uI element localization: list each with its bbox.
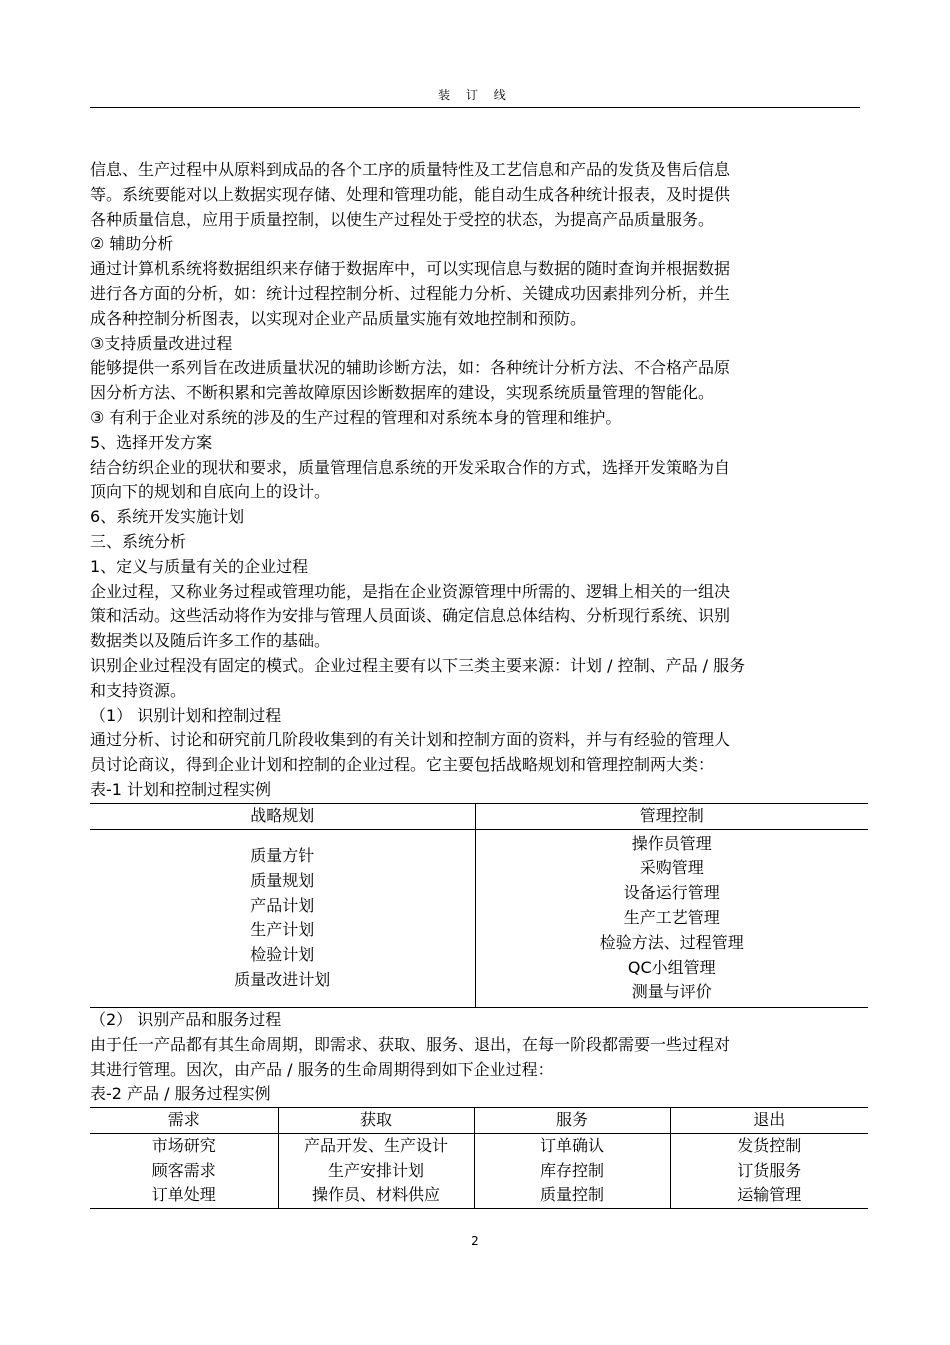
table1-management-item: 测量与评价 [631, 982, 712, 1002]
table-row [90, 1134, 868, 1159]
table1-management-item: 设备运行管理 [623, 883, 720, 903]
document-body [90, 158, 880, 1209]
paragraph2-line: 表-2 产品 / 服务过程实例 [90, 1084, 271, 1104]
paragraph-line: 通过分析、讨论和研究前几阶段收集到的有关计划和控制方面的资料，并与有经验的管理人 [90, 730, 731, 750]
paragraph-line: 等。系统要能对以上数据实现存储、处理和管理功能，能自动生成各种统计报表，及时提供 [90, 184, 731, 204]
paragraph-line: 三、系统分析 [90, 531, 187, 551]
table-product-service [90, 1107, 868, 1208]
paragraph-line: 信息、生产过程中从原料到成品的各个工序的质量特性及工艺信息和产品的发货及售后信息 [90, 160, 731, 179]
paragraph2-line: 由于任一产品都有其生命周期，即需求、获取、服务、退出，在每一阶段都需要一些过程对 [90, 1034, 731, 1054]
table1-management-item: 采购管理 [639, 858, 704, 878]
table2-header-cell: 需求 [90, 1108, 278, 1134]
table1-col-management [475, 829, 868, 1008]
paragraph-line: 数据类以及随后许多工作的基础。 [90, 631, 331, 651]
header-rule [90, 107, 860, 108]
table1-col-strategy [90, 829, 475, 1008]
table2-cell: 产品开发、生产设计 [278, 1134, 474, 1159]
table2-cell: 订货服务 [670, 1159, 868, 1184]
table1-strategy-item: 质量规划 [250, 870, 315, 890]
paragraph-group-1 [90, 158, 880, 803]
table-row [90, 1183, 868, 1208]
table1-strategy-item: 质量改进计划 [234, 969, 331, 989]
paragraph-line: 结合纺织企业的现状和要求，质量管理信息系统的开发采取合作的方式，选择开发策略为自 [90, 457, 731, 477]
table1-strategy-item: 检验计划 [250, 945, 315, 965]
table1-strategy-item: 生产计划 [250, 920, 315, 940]
paragraph-line: 策和活动。这些活动将作为安排与管理人员面谈、确定信息总体结构、分析现行系统、识别 [90, 606, 731, 626]
paragraph-line: 识别企业过程没有固定的模式。企业过程主要有以下三类主要来源：计划 / 控制、产品 / 服务 [90, 655, 746, 675]
table2-header-cell: 服务 [474, 1108, 670, 1134]
table-plan-control [90, 803, 868, 1008]
table2-cell: 运输管理 [670, 1183, 868, 1208]
paragraph-line: 顶向下的规划和自底向上的设计。 [90, 482, 331, 502]
paragraph-line: 因分析方法、不断积累和完善故障原因诊断数据库的建设，实现系统质量管理的智能化。 [90, 383, 715, 403]
table1-header-management: 管理控制 [475, 803, 868, 829]
paragraph-line: ② 辅助分析 [90, 234, 174, 254]
paragraph-line: 和支持资源。 [90, 680, 187, 700]
table1-management-item: QC小组管理 [627, 957, 716, 977]
table1-header-strategy: 战略规划 [90, 803, 475, 829]
paragraph-line: 1、定义与质量有关的企业过程 [90, 556, 309, 576]
page-number: 2 [471, 1234, 479, 1248]
paragraph-line: 进行各方面的分析，如：统计过程控制分析、过程能力分析、关键成功因素排列分析，并生 [90, 283, 731, 303]
paragraph-line: （1） 识别计划和控制过程 [90, 705, 282, 725]
table2-cell: 订单处理 [151, 1185, 216, 1205]
table2-cell: 库存控制 [474, 1159, 670, 1184]
paragraph-line: 员讨论商议，得到企业计划和控制的企业过程。它主要包括战略规划和管理控制两大类： [90, 755, 715, 775]
paragraph-line: ③支持质量改进过程 [90, 333, 233, 353]
paragraph-line: 6、系统开发实施计划 [90, 507, 245, 527]
paragraph-line: 表-1 计划和控制过程实例 [90, 779, 272, 799]
paragraph-line: 通过计算机系统将数据组织来存储于数据库中，可以实现信息与数据的随时查询并根据数据 [90, 259, 731, 279]
paragraph-line: ③ 有利于企业对系统的涉及的生产过程的管理和对系统本身的管理和维护。 [90, 407, 622, 427]
table2-cell: 发货控制 [670, 1134, 868, 1159]
paragraph2-line: 其进行管理。因次，由产品 / 服务的生命周期得到如下企业过程： [90, 1059, 554, 1079]
table1-strategy-item: 质量方针 [250, 845, 315, 865]
page-header: 装 订 线 [438, 88, 512, 102]
table2-cell: 市场研究 [151, 1136, 216, 1156]
table2-cell: 订单确认 [474, 1134, 670, 1159]
table2-cell: 顾客需求 [151, 1160, 216, 1180]
table2-header-cell: 获取 [278, 1108, 474, 1134]
paragraph2-line: （2） 识别产品和服务过程 [90, 1010, 282, 1030]
table2-header-cell: 退出 [670, 1108, 868, 1134]
table1-management-item: 生产工艺管理 [623, 907, 720, 927]
paragraph-line: 5、选择开发方案 [90, 432, 213, 452]
paragraph-group-2 [90, 1008, 880, 1107]
paragraph-line: 成各种控制分析图表，以实现对企业产品质量实施有效地控制和预防。 [90, 308, 587, 328]
paragraph-line: 能够提供一系列旨在改进质量状况的辅助诊断方法，如：各种统计分析方法、不合格产品原 [90, 358, 731, 378]
paragraph-line: 企业过程，又称业务过程或管理功能，是指在企业资源管理中所需的、逻辑上相关的一组决 [90, 581, 731, 601]
paragraph-line: 各种质量信息，应用于质量控制，以使生产过程处于受控的状态，为提高产品质量服务。 [90, 209, 715, 229]
table2-cell: 生产安排计划 [278, 1159, 474, 1184]
table-row [90, 1159, 868, 1184]
table1-management-item: 检验方法、过程管理 [599, 932, 744, 952]
table1-management-item: 操作员管理 [631, 833, 712, 853]
table1-strategy-item: 产品计划 [250, 895, 315, 915]
table2-cell: 质量控制 [474, 1183, 670, 1208]
table2-cell: 操作员、材料供应 [278, 1183, 474, 1208]
